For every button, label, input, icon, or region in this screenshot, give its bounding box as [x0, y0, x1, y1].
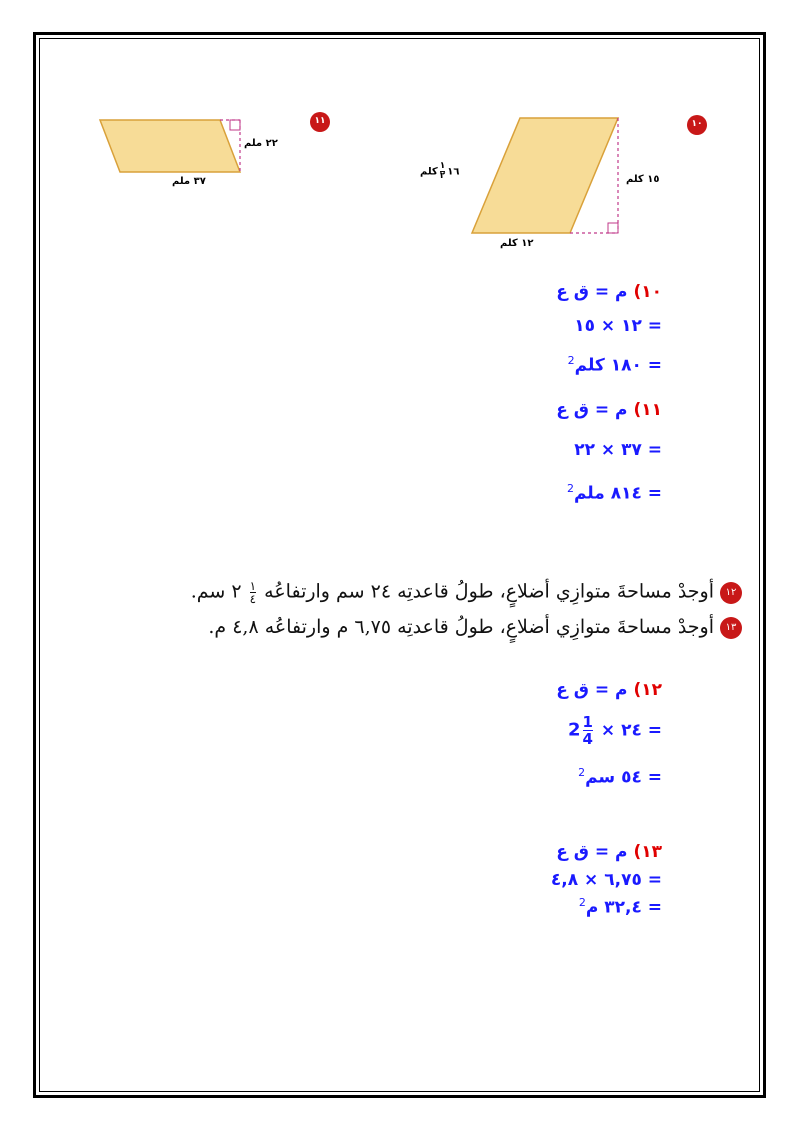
side-label-unit: كلم — [420, 166, 438, 178]
figures-area — [80, 100, 730, 270]
solution-12-step1-line — [568, 714, 662, 747]
question-12 — [191, 580, 742, 605]
question-13 — [208, 616, 742, 639]
question-12-fraction: $\frac{١}{٤}$ — [249, 579, 257, 606]
solution-10-step1: = ١٢ × ١٥ — [574, 316, 662, 336]
figure-10-number: ١٠ — [691, 119, 703, 129]
solution-11-step2-line — [567, 482, 662, 504]
question-12-text-a: أوجدْ مساحةَ متوازِي أضلاعٍ، طولُ قاعدتِه ٢٤ سم وارتفاعُه — [264, 580, 714, 603]
solution-11-formula: م = ق ع — [556, 400, 628, 420]
solution-12-step2: = ٥٤ سم — [585, 767, 662, 788]
solution-11-power: 2 — [566, 482, 574, 495]
parallelogram-11 — [100, 120, 240, 172]
solution-10-step2-line — [568, 354, 662, 376]
solution-11 — [362, 400, 662, 504]
solution-12 — [362, 680, 662, 800]
solution-10-formula-line — [556, 282, 662, 302]
side-label-whole: ١٦ — [447, 166, 460, 178]
solution-12-mixed-number: 2 $\frac{1}{4}$ — [568, 713, 593, 748]
solution-12-formula: م = ق ع — [556, 680, 628, 700]
solution-12-power: 2 — [578, 766, 586, 779]
solution-13-formula-line — [556, 842, 662, 862]
solution-11-formula-line — [556, 400, 662, 420]
solution-13-step1: = ٦,٧٥ × ٤,٨ — [550, 870, 662, 890]
figure-11-height-label: ٢٢ ملم — [244, 138, 278, 149]
solution-13-label: ١٣) — [633, 842, 662, 862]
solution-12-step2-line — [578, 766, 662, 788]
solution-12-step1-prefix: = ٢٤ × — [600, 720, 662, 741]
solution-13-step2-line — [579, 896, 662, 918]
right-angle-mark-10 — [608, 223, 618, 233]
parallelogram-10 — [472, 118, 618, 233]
right-angle-mark-11 — [230, 120, 240, 130]
solution-11-label: ١١) — [633, 400, 662, 420]
solution-11-step1: = ٣٧ × ٢٢ — [574, 440, 662, 460]
figure-11-number: ١١ — [314, 116, 326, 126]
question-12-text-b: ٢ سم. — [190, 580, 242, 603]
solution-11-step2: = ٨١٤ ملم — [573, 483, 662, 504]
solution-12-formula-line — [556, 680, 662, 700]
solution-10-label: ١٠) — [633, 282, 662, 302]
figure-10-side-label — [420, 162, 459, 181]
question-13-text: أوجدْ مساحةَ متوازِي أضلاعٍ، طولُ قاعدتِه ٦,٧٥ م وارتفاعُه ٤,٨ م. — [208, 616, 714, 638]
solution-10 — [362, 282, 662, 382]
figure-11-base-label: ٣٧ ملم — [172, 176, 206, 187]
solution-13 — [362, 842, 662, 942]
figure-10-base-label: ١٢ كلم — [500, 238, 534, 249]
solution-13-formula: م = ق ع — [556, 842, 628, 862]
solution-12-label: ١٢) — [633, 680, 662, 700]
solution-10-formula: م = ق ع — [556, 282, 628, 302]
figure-10-height-label: ١٥ كلم — [626, 174, 660, 185]
solution-13-power: 2 — [578, 896, 586, 909]
solution-13-step2: = ٣٢,٤ م — [585, 897, 662, 918]
solution-10-power: 2 — [567, 354, 575, 367]
question-13-number: ١٣ — [720, 617, 742, 639]
solution-10-step2: = ١٨٠ كلم — [574, 355, 662, 376]
question-12-number: ١٢ — [720, 582, 742, 604]
side-label-fraction: $\frac{١}{٢}$ — [439, 161, 446, 181]
